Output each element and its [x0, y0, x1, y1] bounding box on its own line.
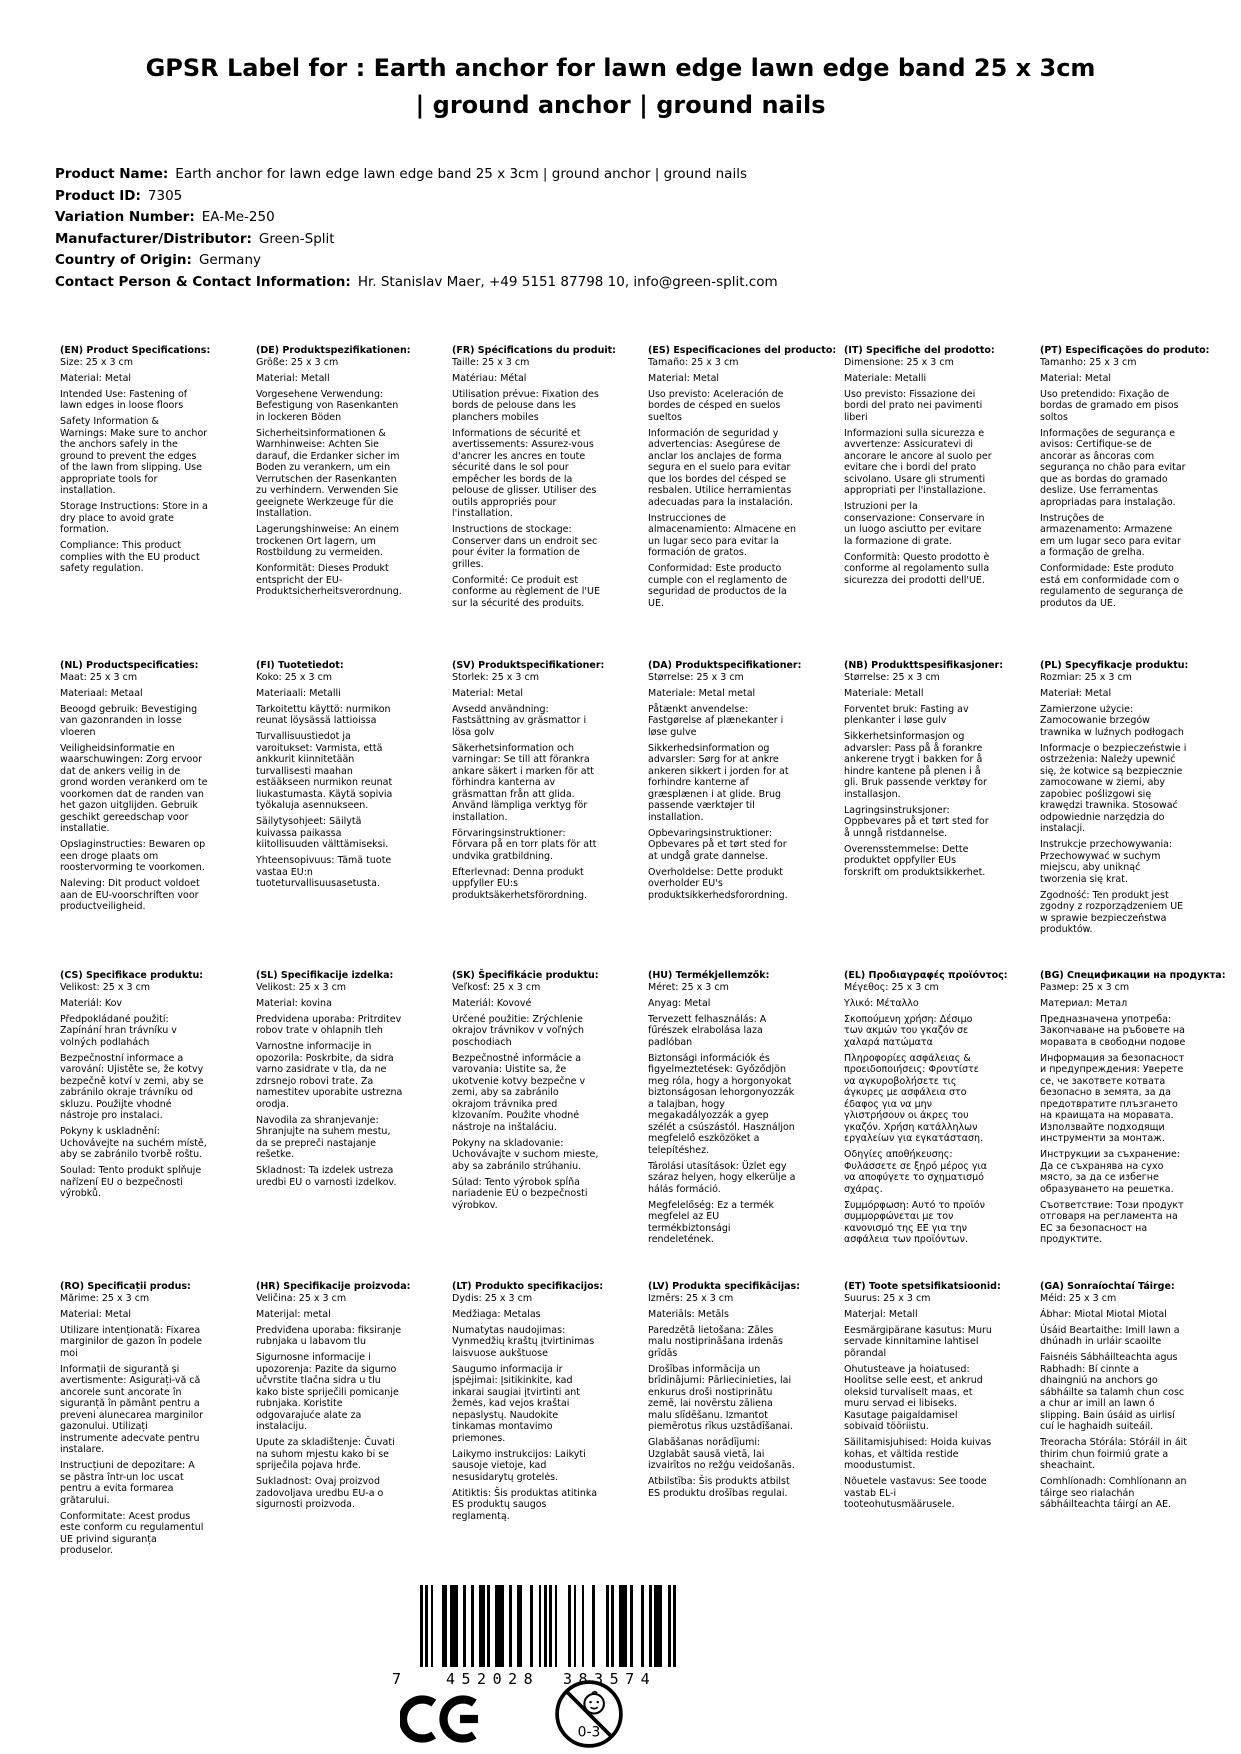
- spec-paragraph: Konformität: Dieses Produkt entspricht der EU-Produktsicherheitsverordnung.: [256, 563, 402, 597]
- spec-paragraph: Suurus: 25 x 3 cm: [844, 1292, 931, 1304]
- product-id-row: [55, 186, 778, 208]
- spec-paragraph: Съответствие: Този продукт отговаря на регламента на ЕС за безопасност на продуктите.: [1040, 1199, 1184, 1245]
- spec-paragraph: Faisnéis Sábháilteachta agus Rabhadh: Bí cinnte a dhaingniú na anchors go sábháilte sa talamh chun cosc a chur ar imill an lawn ó slipping. Bain úsáid as uirlisí cuí le haghaidh suiteáil.: [1040, 1352, 1185, 1432]
- spec-paragraph: Bezpečnostné informácie a varovania: Uistite sa, že ukotvenie kotvy bezpečne v zemi, aby sa zabránilo okrajom trávnika pred klzovaním. Použite vhodné nástroje na inštaláciu.: [452, 1052, 586, 1133]
- spec-heading: (HR) Specifikacije proizvoda:: [256, 1281, 411, 1292]
- spec-heading: (EL) Προδιαγραφές προϊόντος:: [844, 970, 1008, 981]
- spec-paragraph: Predvidena uporaba: Pritrditev robov trate v ohlapnih tleh: [256, 1013, 402, 1036]
- spec-paragraph: Sikkerhetsinformasjon og advarsler: Pass på å forankre ankerene trygt i bakken for å hindre kantene på plenen i å gli. Bruk passende verktøy for installasjon.: [844, 731, 987, 800]
- spec-block-sl: [256, 970, 452, 1281]
- barcode-group2: 383574: [563, 1670, 657, 1688]
- spec-paragraph: Materiaal: Metaal: [60, 687, 143, 699]
- manufacturer-label: Manufacturer/Distributor:: [55, 230, 252, 247]
- spec-paragraph: Instrukcje przechowywania: Przechowywać w suchym miejscu, aby uniknąć tworzenia się krat.: [1040, 839, 1173, 885]
- ce-mark-icon: [400, 1690, 484, 1752]
- barcode-space: [595, 1585, 606, 1667]
- spec-paragraph: Compliance: This product complies with the EU product safety regulation.: [60, 540, 200, 574]
- spec-paragraph: Οδηγίες αποθήκευσης: Φυλάσσετε σε ξηρό μέρος για να αποφύγετε το σχηματισμό σχάρας.: [844, 1149, 987, 1195]
- spec-paragraph: Συμμόρφωση: Αυτό το προϊόν συμμορφώνεται με τον κανονισμό της ΕΕ για την ασφάλεια των προϊόντων.: [844, 1199, 985, 1245]
- spec-paragraph: Treoracha Stórála: Stóráil in áit thirim chun foirmiú grate a sheachaint.: [1040, 1437, 1188, 1471]
- spec-paragraph: Material: Metal: [452, 687, 524, 699]
- spec-paragraph: Efterlevnad: Denna produkt uppfyller EU:s produktsäkerhetsförordning.: [452, 866, 588, 901]
- country-of-origin-label: Country of Origin:: [55, 252, 192, 269]
- spec-paragraph: Conformità: Questo prodotto è conforme al regolamento sulla sicurezza dei prodotti dell'UE.: [844, 551, 990, 586]
- spec-paragraph: Comhlíonadh: Comhlíonann an táirge seo rialachán sábháilteachta táirgí an AE.: [1040, 1476, 1187, 1510]
- spec-block-nb: [844, 660, 1040, 970]
- barcode-space: [433, 1585, 441, 1667]
- spec-paragraph: Conformité: Ce produit est conforme au règlement de l'UE sur la sécurité des produits.: [452, 574, 600, 609]
- specs-grid: [60, 345, 1236, 1561]
- spec-paragraph: Tamanho: 25 x 3 cm: [1040, 356, 1137, 368]
- spec-heading: (DA) Produktspecifikationer:: [648, 660, 802, 671]
- spec-paragraph: Material: Metal: [648, 372, 720, 384]
- spec-paragraph: Méid: 25 x 3 cm: [1040, 1292, 1117, 1304]
- spec-paragraph: Инструкции за съхранение: Да се съхранява на сухо място, за да се избегне образуването на решетка.: [1040, 1149, 1181, 1195]
- spec-paragraph: Méret: 25 x 3 cm: [648, 981, 729, 993]
- spec-paragraph: Σκοπούμενη χρήση: Δέσιμο των ακμών του γκαζόν σε χαλαρά πατώματα: [844, 1013, 973, 1048]
- spec-paragraph: Säilitamisjuhised: Hoida kuivas kohas, et vältida restide moodustumist.: [844, 1437, 992, 1471]
- spec-paragraph: Materijal: metal: [256, 1308, 331, 1320]
- variation-number-row: [55, 207, 778, 229]
- product-name-row: [55, 164, 778, 186]
- variation-number-label: Variation Number:: [55, 209, 195, 226]
- spec-paragraph: Conformidade: Este produto está em conformidade com o regulamento de segurança de produtos da UE.: [1040, 563, 1184, 609]
- barcode-space: [633, 1585, 641, 1667]
- page-title-line2: | ground anchor | ground nails: [415, 91, 826, 119]
- spec-paragraph: Veiligheidsinformatie en waarschuwingen: Zorg ervoor dat de ankers veilig in de grond worden verankerd om te voorkomen dat de randen van het gazon uitglijden. Gebruik geschikt gereedschap voor installatie.: [60, 742, 208, 834]
- spec-paragraph: Medžiaga: Metalas: [452, 1308, 541, 1320]
- spec-paragraph: Biztonsági információk és figyelmeztetések: Győződjön meg róla, hogy a horgonyokat biztonságosan lehorgonyozzák a talajban, hogy megakadályozzák a gyep szélét a csúszástól. Használjon megfelelő eszközöket a telepítéshez.: [648, 1052, 795, 1156]
- spec-paragraph: Lagringsinstruksjoner: Oppbevares på et tørt sted for å unngå ristdannelse.: [844, 804, 989, 839]
- spec-paragraph: Predviđena uporaba: fiksiranje rubnjaka u labavom tlu: [256, 1324, 402, 1347]
- country-of-origin-value: Germany: [198, 252, 261, 269]
- spec-heading: (ET) Toote spetsifikatsioonid:: [844, 1281, 1001, 1292]
- spec-block-lt: [452, 1281, 648, 1561]
- spec-paragraph: Storlek: 25 x 3 cm: [452, 671, 539, 683]
- barcode-bar: [619, 1585, 627, 1667]
- product-name-label: Product Name:: [55, 166, 169, 182]
- spec-paragraph: Lagerungshinweise: An einem trockenen Ort lagern, um Rostbildung zu vermeiden.: [256, 524, 400, 558]
- spec-paragraph: Anyag: Metal: [648, 997, 711, 1009]
- spec-paragraph: Sukladnost: Ovaj proizvod zadovoljava uredbu EU-a o sigurnosti proizvoda.: [256, 1476, 384, 1510]
- spec-paragraph: Größe: 25 x 3 cm: [256, 356, 339, 368]
- barcode-bar: [450, 1585, 458, 1667]
- spec-paragraph: Numatytas naudojimas: Vynmedžių kraštų įtvirtinimas laisvuose aukštuose: [452, 1324, 595, 1359]
- spec-paragraph: Avsedd användning: Fastsättning av gräsmattor i lösa golv: [452, 703, 587, 738]
- spec-heading: (PT) Especificações do produto:: [1040, 345, 1210, 356]
- spec-paragraph: Πληροφορίες ασφάλειας & προειδοποιήσεις: Φροντίστε να αγκυροβολήσετε τις άγκυρες με ασφάλεια στο έδαφος για να μην γλιστρήσουν οι άκρες του γκαζόν. Χρήση κατάλληλων εργαλείων για εγκατάσταση.: [844, 1052, 984, 1144]
- spec-paragraph: Информация за безопасност и предупреждения: Уверете се, че закответе котвата безопасно в земята, за да предотвратите плъзгането на краищата на моравата. Използвайте подходящи инструменти за монтаж.: [1040, 1052, 1185, 1144]
- spec-paragraph: Material: Metal: [60, 372, 132, 384]
- spec-paragraph: Upute za skladištenje: Čuvati na suhom mjestu kako bi se spriječila pojava hrđe.: [256, 1437, 395, 1471]
- spec-heading: (EN) Product Specifications:: [60, 345, 211, 356]
- spec-paragraph: Υλικό: Μέταλλο: [844, 997, 919, 1009]
- spec-paragraph: Informations de sécurité et avertissements: Assurez-vous d'ancrer les ancres en toute sécurité dans le sol pour empêcher les bords de la pelouse de glisser. Utiliser des outils appropriés pour l'installation.: [452, 427, 597, 519]
- spec-paragraph: Zamierzone użycie: Zamocowanie brzegów trawnika w luźnych podłogach: [1040, 703, 1184, 738]
- barcode-bar: [495, 1585, 503, 1667]
- spec-paragraph: Určené použitie: Zrýchlenie okrajov trávnikov v voľných poschodiach: [452, 1013, 585, 1048]
- spec-block-it: [844, 345, 1040, 660]
- spec-paragraph: Koko: 25 x 3 cm: [256, 671, 333, 683]
- age-range-text: 0-3: [577, 1724, 601, 1741]
- spec-heading: (NB) Produkttspesifikasjoner:: [844, 660, 1004, 671]
- spec-paragraph: Informacje o bezpieczeństwie i ostrzeżenia: Należy upewnić się, że kotwice są bezpiecznie zamocowane w ziemi, aby zapobiec poślizgowi się krawędzi trawnika. Stosować odpowiednie narzędzia do instalacji.: [1040, 742, 1187, 834]
- spec-paragraph: Naleving: Dit product voldoet aan de EU-voorschriften voor productveiligheid.: [60, 878, 200, 912]
- barcode: [390, 1585, 690, 1695]
- spec-heading: (CS) Specifikace produktu:: [60, 970, 204, 981]
- spec-paragraph: Matériau: Métal: [452, 372, 527, 384]
- contact-row: [55, 272, 778, 294]
- spec-paragraph: Størrelse: 25 x 3 cm: [648, 671, 744, 683]
- spec-paragraph: Uso previsto: Fissazione dei bordi del prato nei pavimenti liberi: [844, 388, 983, 423]
- spec-paragraph: Rozmiar: 25 x 3 cm: [1040, 671, 1132, 683]
- spec-paragraph: Material: Metal: [1040, 372, 1112, 384]
- spec-heading: (PL) Specyfikacje produktu:: [1040, 660, 1189, 671]
- spec-paragraph: Materiale: Metal metal: [648, 687, 756, 699]
- spec-heading: (SL) Specifikacije izdelka:: [256, 970, 394, 981]
- product-name-value: Earth anchor for lawn edge lawn edge band 25 x 3cm | ground anchor | ground nails: [175, 166, 747, 182]
- spec-block-da: [648, 660, 844, 970]
- spec-paragraph: Tamaño: 25 x 3 cm: [648, 356, 739, 368]
- spec-block-nl: [60, 660, 256, 970]
- variation-number-value: EA-Me-250: [201, 209, 275, 226]
- spec-paragraph: Turvallisuustiedot ja varoitukset: Varmista, että ankkurit kiinnitetään turvallisesti maahan estääkseen nurmikon reunat liukastumasta. Käytä sopivia työkaluja asennukseen.: [256, 731, 393, 811]
- spec-heading: (NL) Productspecificaties:: [60, 660, 199, 671]
- barcode-bar: [673, 1585, 676, 1667]
- barcode-space: [557, 1585, 568, 1667]
- spec-paragraph: Instructions de stockage: Conserver dans un endroit sec pour éviter la formation de grilles.: [452, 524, 598, 570]
- spec-paragraph: Instrucciones de almacenamiento: Almacene en un lugar seco para evitar la formación de gratos.: [648, 512, 796, 558]
- spec-paragraph: Taille: 25 x 3 cm: [452, 356, 530, 368]
- contact-value: Hr. Stanislav Maer, +49 5151 87798 10, info@green-split.com: [357, 273, 778, 290]
- spec-paragraph: Navodila za shranjevanje: Shranjujte na suhem mestu, da se prepreči nastajanje rešetke.: [256, 1114, 391, 1160]
- spec-paragraph: Overholdelse: Dette produkt overholder EU's produktsikkerhedsforordning.: [648, 866, 788, 901]
- spec-paragraph: Tarkoitettu käyttö: nurmikon reunat löysässä lattioissa: [256, 703, 391, 726]
- spec-paragraph: Säilytysohjeet: Säilytä kuivassa paikassa kiitollisuuden välttämiseksi.: [256, 816, 389, 850]
- spec-heading: (GA) Sonraíochtaí Táirge:: [1040, 1281, 1175, 1292]
- contact-label: Contact Person & Contact Information:: [55, 273, 351, 290]
- spec-paragraph: Instruções de armazenamento: Armazene em um lugar seco para evitar a formação de grelha.: [1040, 512, 1181, 558]
- spec-block-de: [256, 345, 452, 660]
- spec-paragraph: Dydis: 25 x 3 cm: [452, 1292, 533, 1304]
- spec-block-pt: [1040, 345, 1236, 660]
- spec-block-es: [648, 345, 844, 660]
- spec-paragraph: Izmērs: 25 x 3 cm: [648, 1292, 734, 1304]
- spec-paragraph: Información de seguridad y advertencias: Asegúrese de anclar los anclajes de forma segura en el suelo para evitar que los bordes del césped se resbalen. Utilice herramientas adecuadas para la instalación.: [648, 427, 793, 508]
- spec-paragraph: Informações de segurança e avisos: Certifique-se de ancorar as âncoras com segurança no chão para evitar que as bordas do gramado deslize. Use ferramentas apropriadas para instalação.: [1040, 427, 1186, 508]
- spec-paragraph: Påtænkt anvendelse: Fastgørelse af plænekanter i løse gulve: [648, 703, 784, 738]
- barcode-space: [522, 1585, 530, 1667]
- spec-paragraph: Drošības informācija un brīdinājumi: Pārliecinieties, lai enkurus droši nostiprinātu zemē, lai novērstu zāliena malu slīdēšanu. Izmantot piemērotus rīkus uzstādīšanai.: [648, 1363, 794, 1432]
- barcode-group1: 452028: [446, 1670, 540, 1688]
- spec-paragraph: Velikost: 25 x 3 cm: [256, 981, 347, 993]
- spec-block-ga: [1040, 1281, 1236, 1561]
- spec-paragraph: Eesmärgipärane kasutus: Muru servade kinnitamine lahtisel põrandal: [844, 1324, 992, 1359]
- barcode-bars-icon: [420, 1585, 676, 1667]
- spec-paragraph: Mărime: 25 x 3 cm: [60, 1292, 150, 1304]
- spec-heading: (RO) Specificații produs:: [60, 1281, 191, 1292]
- spec-paragraph: Tervezett felhasználás: A fűrészek elrabolása laza padlóban: [648, 1013, 767, 1048]
- spec-paragraph: Maat: 25 x 3 cm: [60, 671, 138, 683]
- product-info: [55, 164, 778, 294]
- spec-paragraph: Pokyny na skladovanie: Uchovávajte v suchom mieste, aby sa zabránilo strúhaniu.: [452, 1137, 599, 1172]
- spec-paragraph: Súlad: Tento výrobok spĺňa nariadenie EÚ o bezpečnosti výrobkov.: [452, 1176, 588, 1211]
- spec-block-fi: [256, 660, 452, 970]
- spec-paragraph: Paredzētā lietošana: Zāles malu nostiprināšana irdenās grīdās: [648, 1324, 783, 1359]
- spec-paragraph: Sikkerhedsinformation og advarsler: Sørg for at ankre ankeren sikkert i jorden for at forhindre kanterne af græsplænen i at glide. Brug passende værktøjer til installation.: [648, 742, 789, 823]
- spec-paragraph: Conformidad: Este producto cumple con el reglamento de seguridad de productos de la UE.: [648, 563, 788, 609]
- spec-paragraph: Material: Metall: [256, 372, 330, 384]
- country-of-origin-row: [55, 250, 778, 272]
- spec-paragraph: Veľkosť: 25 x 3 cm: [452, 981, 541, 993]
- page-title: [0, 50, 1241, 124]
- spec-paragraph: Ohutusteave ja hoiatused: Hoolitse selle eest, et ankrud oleksid turvaliselt maas, et muru servad ei libiseks. Kasutage paigaldamisel sobivaid tööriistu.: [844, 1363, 983, 1432]
- barcode-digits: [390, 1670, 690, 1690]
- spec-paragraph: Tárolási utasítások: Üzlet egy száraz helyen, hogy elkerülje a hálás formáció.: [648, 1160, 796, 1195]
- spec-paragraph: Nõuetele vastavus: See toode vastab EL-i tooteohutusmäärusele.: [844, 1476, 987, 1510]
- spec-paragraph: Conformitate: Acest produs este conform cu regulamentul UE privind siguranța produselor.: [60, 1510, 204, 1556]
- manufacturer-row: [55, 229, 778, 251]
- spec-paragraph: Saugumo informacija ir įspėjimai: Įsitikinkite, kad inkarai saugiai įtvirtinti ant žemės, kad vejos kraštai nepaslystų. Naudokite tinkamas montavimo priemones.: [452, 1363, 581, 1444]
- spec-paragraph: Istruzioni per la conservazione: Conservare in un luogo asciutto per evitare la formazione di grate.: [844, 501, 985, 547]
- spec-paragraph: Bezpečnostní informace a varování: Ujistěte se, že kotvy bezpečně kotví v zemi, aby se zabránilo okraje trávníku od skluzu. Použijte vhodné nástroje pro instalaci.: [60, 1052, 204, 1121]
- spec-block-en: [60, 345, 256, 660]
- spec-paragraph: Informazioni sulla sicurezza e avvertenze: Assicuratevi di ancorare le ancore al suolo per evitare che i bordi del prato scivolano. Usare gli strumenti appropriati per l'installazione.: [844, 427, 992, 496]
- spec-heading: (FR) Spécifications du produit:: [452, 345, 616, 356]
- spec-paragraph: Materiale: Metall: [844, 687, 924, 699]
- spec-paragraph: Μέγεθος: 25 x 3 cm: [844, 981, 939, 993]
- spec-paragraph: Megfelelőség: Ez a termék megfelel az EU termékbiztonsági rendeletének.: [648, 1199, 775, 1245]
- spec-paragraph: Utilisation prévue: Fixation des bords de pelouse dans les planchers mobiles: [452, 388, 599, 423]
- spec-paragraph: Intended Use: Fastening of lawn edges in loose floors: [60, 388, 188, 411]
- spec-paragraph: Material: Metal: [60, 1308, 132, 1320]
- spec-paragraph: Úsáid Beartaithe: Imill lawn a dhúnadh in urláir scaoilte: [1040, 1324, 1180, 1347]
- spec-paragraph: Materiāls: Metāls: [648, 1308, 729, 1320]
- spec-paragraph: Uso pretendido: Fixação de bordas de gramado em pisos soltos: [1040, 388, 1179, 423]
- spec-block-bg: [1040, 970, 1236, 1281]
- spec-paragraph: Beoogd gebruik: Bevestiging van gazonranden in losse vloeren: [60, 703, 198, 738]
- spec-heading: (DE) Produktspezifikationen:: [256, 345, 411, 356]
- spec-heading: (BG) Спецификации на продукта:: [1040, 970, 1226, 981]
- age-warning-0-3-icon: [553, 1678, 625, 1754]
- spec-paragraph: Размер: 25 x 3 cm: [1040, 981, 1130, 993]
- spec-paragraph: Atbilstība: Šis produkts atbilst ES produktu drošības regulai.: [648, 1476, 790, 1499]
- spec-paragraph: Предназначена употреба: Закопчаване на ръбовете на моравата в свободни подове: [1040, 1013, 1186, 1048]
- spec-paragraph: Material: kovina: [256, 997, 332, 1009]
- spec-heading: (IT) Specifiche del prodotto:: [844, 345, 995, 356]
- spec-block-cs: [60, 970, 256, 1281]
- spec-paragraph: Dimensione: 25 x 3 cm: [844, 356, 954, 368]
- product-id-value: 7305: [147, 187, 183, 204]
- spec-paragraph: Pokyny k uskladnění: Uchovávejte na suchém místě, aby se zabránilo tvorbě roštu.: [60, 1126, 207, 1160]
- spec-paragraph: Varnostne informacije in opozorila: Poskrbite, da sidra varno zasidrate v tla, da ne zdrsnejo robovi trate. Za namestitev uporabite ustrezna orodja.: [256, 1041, 403, 1110]
- spec-block-sv: [452, 660, 648, 970]
- spec-heading: (HU) Termékjellemzők:: [648, 970, 770, 981]
- spec-paragraph: Informații de siguranță și avertismente: Asigurați-vă că ancorele sunt ancorate în siguranță în pământ pentru a preveni alunecarea marginilor gazonului. Utilizați instrumente adecvate pentru instalare.: [60, 1363, 203, 1455]
- spec-block-hu: [648, 970, 844, 1281]
- spec-paragraph: Opbevaringsinstruktioner: Opbevares på et tørt sted for at undgå grate dannelse.: [648, 827, 787, 862]
- spec-heading: (ES) Especificaciones del producto:: [648, 345, 837, 356]
- spec-block-lv: [648, 1281, 844, 1561]
- spec-paragraph: Laikymo instrukcijos: Laikyti sausoje vietoje, kad nesusidarytų grotelės.: [452, 1448, 586, 1483]
- spec-heading: (SK) Špecifikácie produktu:: [452, 970, 599, 981]
- spec-paragraph: Yhteensopivuus: Tämä tuote vastaa EU:n tuoteturvallisuusasetusta.: [256, 855, 392, 889]
- spec-paragraph: Sigurnosne informacije i upozorenja: Pazite da sigurno učvrstite tlačna sidra u tlu kako biste spriječili pomicanje rubnjaka. Koristite odgovarajuće alate za instalaciju.: [256, 1352, 399, 1432]
- spec-paragraph: Utilizare intenționată: Fixarea marginilor de gazon în podele moi: [60, 1324, 202, 1359]
- spec-heading: (SV) Produktspecifikationer:: [452, 660, 605, 671]
- spec-paragraph: Forventet bruk: Fasting av plenkanter i løse gulv: [844, 703, 969, 726]
- spec-paragraph: Overensstemmelse: Dette produktet oppfyller EUs forskrift om produktsikkerhet.: [844, 843, 986, 878]
- spec-paragraph: Säkerhetsinformation och varningar: Se till att förankra ankare säkert i marken för att förhindra kanterna av gräsmattan från att glida. Använd lämpliga verktyg för installation.: [452, 742, 595, 823]
- spec-paragraph: Vorgesehene Verwendung: Befestigung von Rasenkanten in lockeren Böden: [256, 388, 399, 423]
- spec-paragraph: Materiál: Kov: [60, 997, 123, 1009]
- spec-paragraph: Ábhar: Miotal Miotal Miotal: [1040, 1308, 1167, 1320]
- spec-paragraph: Materiał: Metal: [1040, 687, 1112, 699]
- barcode-bar: [654, 1585, 662, 1667]
- spec-heading: (FI) Tuotetiedot:: [256, 660, 344, 671]
- spec-paragraph: Předpokládané použití: Zapínání hran trávníku v volných podlahách: [60, 1013, 177, 1048]
- spec-paragraph: Opslaginstructies: Bewaren op een droge plaats om roostervorming te voorkomen.: [60, 839, 206, 873]
- spec-paragraph: Velikost: 25 x 3 cm: [60, 981, 151, 993]
- spec-paragraph: Skladnost: Ta izdelek ustreza uredbi EU o varnosti izdelkov.: [256, 1165, 397, 1188]
- spec-paragraph: Atitiktis: Šis produktas atitinka ES produktų saugos reglamentą.: [452, 1487, 598, 1522]
- spec-paragraph: Instrucțiuni de depozitare: A se păstra într-un loc uscat pentru a evita formarea grătarului.: [60, 1460, 195, 1506]
- spec-paragraph: Size: 25 x 3 cm: [60, 356, 134, 368]
- spec-paragraph: Материал: Метал: [1040, 997, 1128, 1009]
- spec-paragraph: Safety Information & Warnings: Make sure to anchor the anchors safely in the ground to prevent the edges of the lawn from slipping. Use appropriate tools for installation.: [60, 416, 208, 496]
- product-id-label: Product ID:: [55, 187, 141, 204]
- spec-block-sk: [452, 970, 648, 1281]
- spec-paragraph: Materiaali: Metalli: [256, 687, 341, 699]
- spec-paragraph: Glabāšanas norādījumi: Uzglabāt sausā vietā, lai izvairītos no režģu veidošanās.: [648, 1437, 795, 1471]
- page-title-line1: GPSR Label for : Earth anchor for lawn edge lawn edge band 25 x 3cm: [145, 54, 1096, 82]
- spec-heading: (LT) Produkto specifikacijos:: [452, 1281, 604, 1292]
- spec-paragraph: Soulad: Tento produkt splňuje nařízení EU o bezpečnosti výrobků.: [60, 1165, 202, 1199]
- spec-block-pl: [1040, 660, 1236, 970]
- spec-paragraph: Zgodność: Ten produkt jest zgodny z rozporządzeniem UE w sprawie bezpieczeństwa produktów.: [1040, 889, 1184, 935]
- spec-block-el: [844, 970, 1040, 1281]
- barcode-space: [584, 1585, 592, 1667]
- barcode-prefix-digit: 7: [392, 1670, 402, 1688]
- spec-paragraph: Størrelse: 25 x 3 cm: [844, 671, 940, 683]
- spec-block-ro: [60, 1281, 256, 1561]
- spec-paragraph: Förvaringsinstruktioner: Förvara på en torr plats för att undvika gratbildning.: [452, 827, 597, 862]
- manufacturer-value: Green-Split: [258, 230, 335, 247]
- spec-paragraph: Materiale: Metalli: [844, 372, 927, 384]
- spec-paragraph: Storage Instructions: Store in a dry place to avoid grate formation.: [60, 501, 208, 535]
- spec-paragraph: Sicherheitsinformationen & Warnhinweise: Achten Sie darauf, die Erdanker sicher im Boden zu verankern, um ein Verrutschen der Rasenkanten zu verhindern. Verwenden Sie geeignete Werkzeuge für die Installation.: [256, 427, 400, 519]
- spec-block-hr: [256, 1281, 452, 1561]
- spec-paragraph: Veličina: 25 x 3 cm: [256, 1292, 347, 1304]
- spec-block-fr: [452, 345, 648, 660]
- spec-paragraph: Materiál: Kovové: [452, 997, 532, 1009]
- spec-heading: (LV) Produkta specifikācijas:: [648, 1281, 800, 1292]
- spec-paragraph: Uso previsto: Aceleración de bordes de césped en suelos sueltos: [648, 388, 784, 423]
- spec-block-et: [844, 1281, 1040, 1561]
- spec-paragraph: Materjal: Metall: [844, 1308, 918, 1320]
